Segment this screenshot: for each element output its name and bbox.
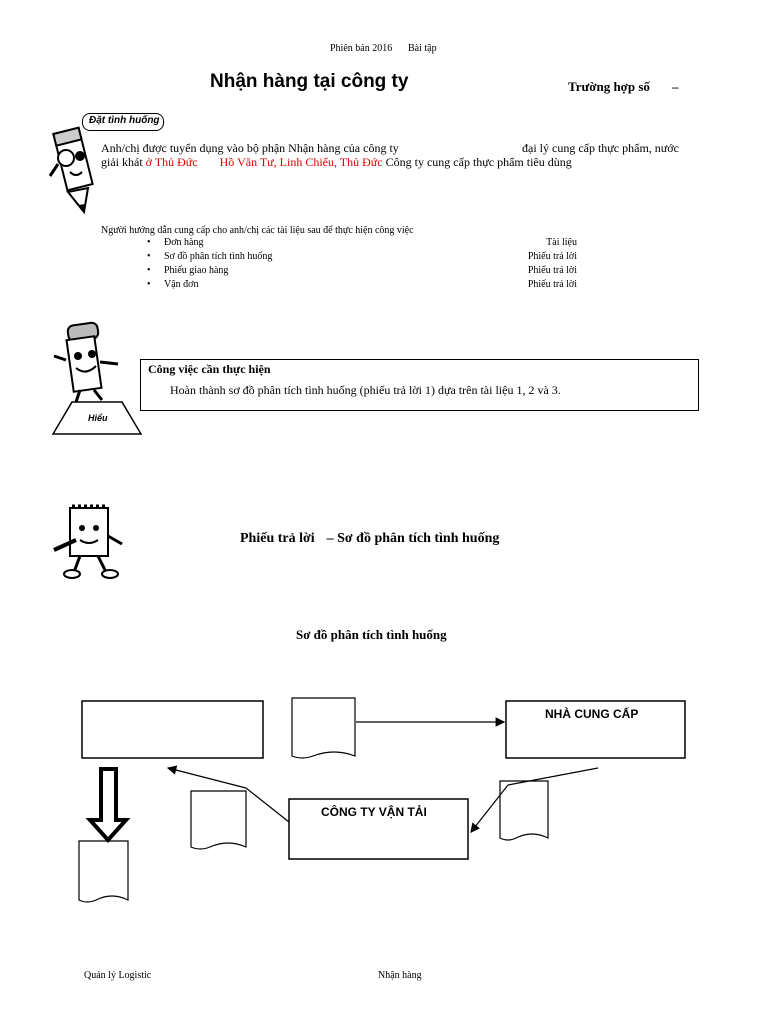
understand-label: Hiểu bbox=[88, 413, 108, 423]
list-item: • Đơn hàng Tài liệu bbox=[147, 237, 577, 248]
flow-arrow bbox=[246, 788, 289, 822]
down-arrow-icon bbox=[90, 769, 126, 840]
supplier-label: NHÀ CUNG CẤP bbox=[545, 707, 639, 721]
situation-callout-label: Đặt tình huống bbox=[89, 115, 160, 126]
document-icon bbox=[500, 781, 548, 840]
intro-line-1-left: Anh/chị được tuyển dụng vào bộ phận Nhận hàng của công ty bbox=[101, 141, 399, 155]
header-version: Phiên bản 2016 bbox=[330, 43, 393, 54]
header-type: Bài tập bbox=[408, 43, 437, 54]
task-title: Công việc cần thực hiện bbox=[148, 362, 271, 376]
diagram-title: Sơ đồ phân tích tình huống bbox=[296, 627, 447, 642]
notepad-mascot-icon bbox=[50, 500, 132, 580]
intro-line-2: giải khát ở Thủ Đức Hồ Văn Tư, Linh Chiểu, Thủ Đức Công ty cung cấp thực phẩm tiêu dùng bbox=[101, 155, 572, 169]
list-item: • Sơ đồ phân tích tình huống Phiếu trả lời bbox=[147, 251, 577, 262]
document-icon bbox=[292, 698, 355, 758]
flow-arrow bbox=[168, 768, 246, 788]
flow-arrow bbox=[508, 768, 598, 785]
task-text: Hoàn thành sơ đồ phân tích tình huống (phiếu trả lời 1) dựa trên tài liệu 1, 2 và 3. bbox=[170, 383, 561, 397]
footer-center: Nhận hàng bbox=[378, 970, 422, 981]
analysis-diagram bbox=[70, 690, 700, 910]
documents-intro: Người hướng dẫn cung cấp cho anh/chị các tài liệu sau để thực hiện công việc bbox=[101, 225, 414, 236]
intro-line-1-right: đại lý cung cấp thực phẩm, nước bbox=[522, 141, 679, 155]
answer-sheet-title: Phiếu trả lời – Sơ đồ phân tích tình huống bbox=[240, 531, 500, 546]
footer-left: Quản lý Logistic bbox=[84, 970, 152, 981]
page-title: Nhận hàng tại công ty bbox=[210, 71, 409, 92]
document-icon bbox=[191, 791, 246, 849]
documents-list bbox=[147, 237, 577, 293]
list-item: • Vận đơn Phiếu trả lời bbox=[147, 279, 577, 290]
company-box bbox=[82, 701, 263, 758]
list-item: • Phiếu giao hàng Phiếu trả lời bbox=[147, 265, 577, 276]
carrier-label: CÔNG TY VẬN TẢI bbox=[321, 805, 427, 819]
document-icon bbox=[79, 841, 128, 902]
case-number-label: Trường hợp số – bbox=[568, 79, 679, 94]
